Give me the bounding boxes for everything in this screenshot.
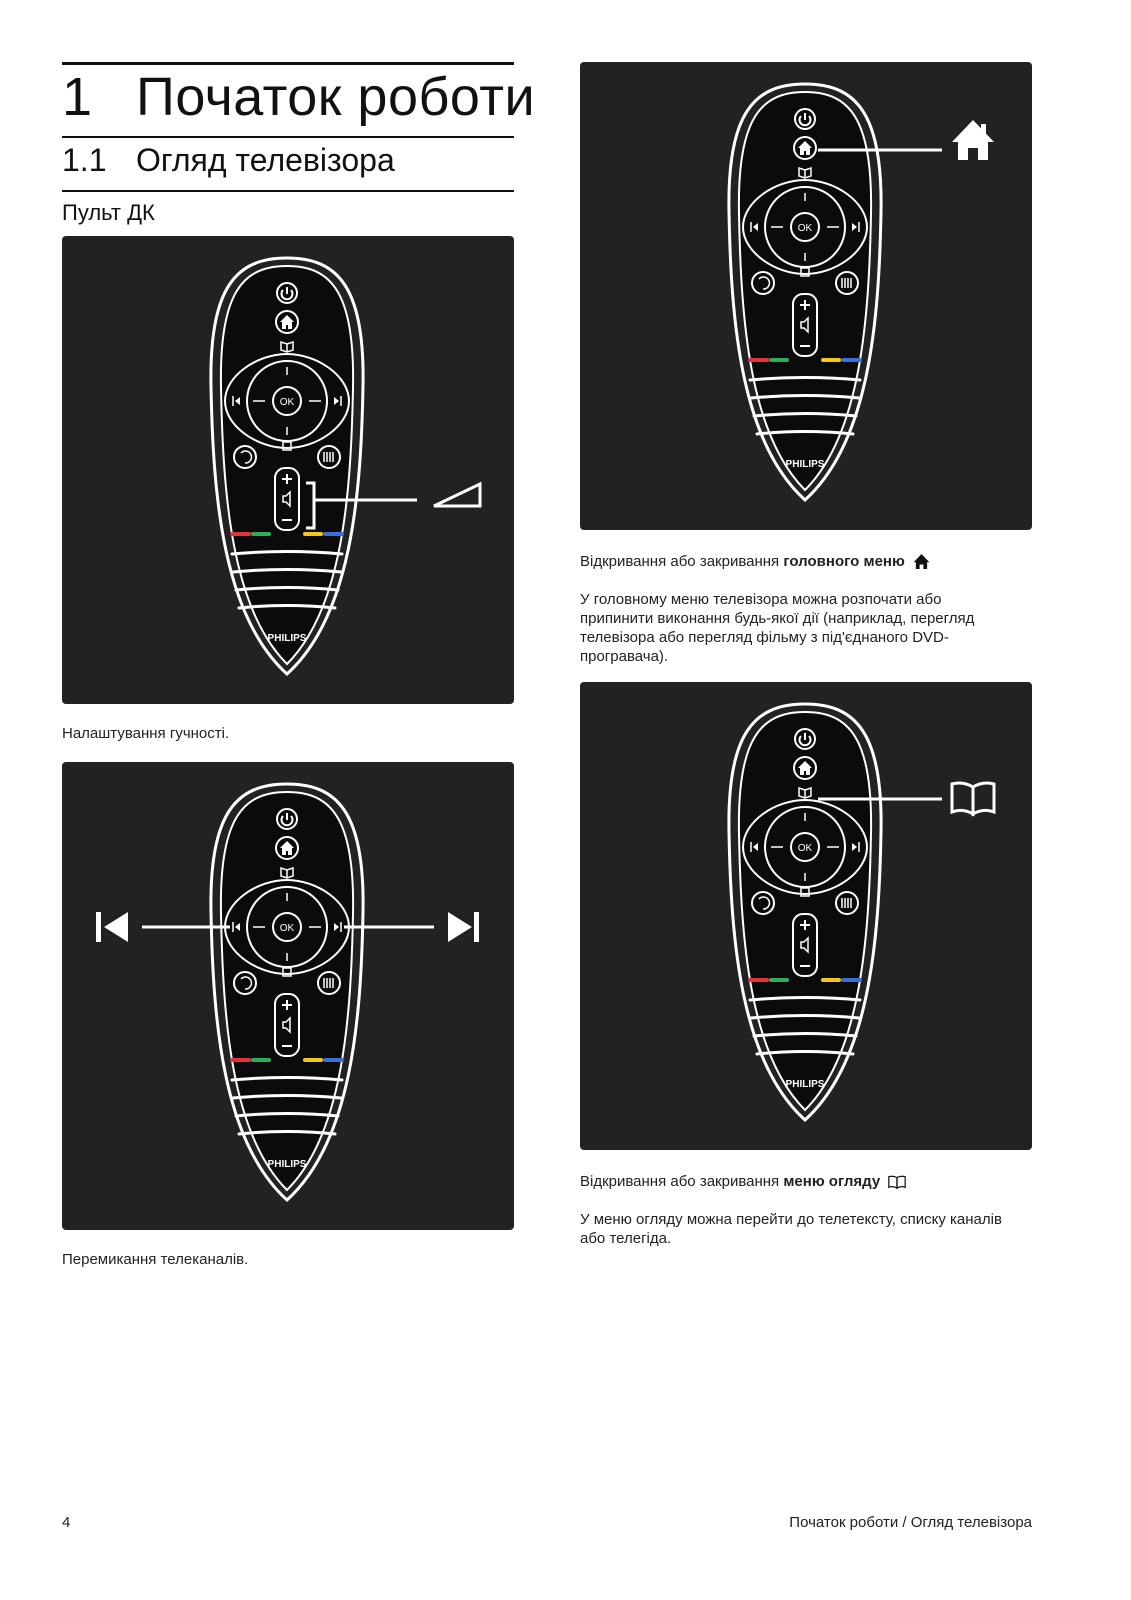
figure-remote-browse [580,682,1032,1150]
home-icon [952,120,994,160]
caption-browse-prefix: Відкривання або закривання [580,1173,780,1190]
caption-browse [580,1172,1032,1191]
section-title: Огляд телевізора [136,142,395,178]
caption-browse-bold: меню огляду [783,1173,881,1190]
remote-brand: PHILIPS [267,1159,307,1170]
ok-label: OK [797,843,813,854]
remote-brand: PHILIPS [785,459,825,470]
remote-control [211,258,363,674]
remote-brand: PHILIPS [785,1079,825,1090]
home-description: У головному меню телевізора можна розпочати або припинити виконання будь-якої дії (наприклад, перегляд телевізора або перегляд фільму з під'єднаного DVD-програвача). [580,591,975,665]
ok-label: OK [797,223,813,234]
section-heading [62,140,395,180]
previous-channel-icon [96,912,128,942]
figure-remote-volume [62,236,514,704]
chapter-title: Початок роботи [136,67,536,127]
page-number: 4 [62,1514,71,1531]
ok-label: OK [279,397,295,408]
caption-home-prefix: Відкривання або закривання [580,553,780,570]
book-icon [952,783,994,814]
volume-icon [434,484,480,506]
next-channel-icon [448,912,479,942]
figure-remote-channels [62,762,514,1230]
caption-channels: Перемикання телеканалів. [62,1251,249,1268]
chapter-heading [62,62,535,132]
figure-remote-home [580,62,1032,530]
remote-brand: PHILIPS [267,633,307,644]
caption-volume: Налаштування гучності. [62,725,230,742]
ok-label: OK [279,923,295,934]
caption-home-bold: головного меню [783,553,905,570]
footer-breadcrumb: Початок роботи / Огляд телевізора [789,1514,1032,1531]
caption-home [580,552,1032,571]
heading-rule-1 [62,136,514,138]
heading-rule-2 [62,190,514,192]
heading-rule-top [62,62,514,65]
section-number: 1.1 [62,142,107,178]
browse-description: У меню огляду можна перейти до телетексту, списку каналів або телегіда. [580,1211,1002,1247]
home-icon [913,554,930,569]
book-icon [888,1175,906,1189]
chapter-number: 1 [62,67,93,127]
subsection-heading: Пульт ДК [62,200,155,225]
